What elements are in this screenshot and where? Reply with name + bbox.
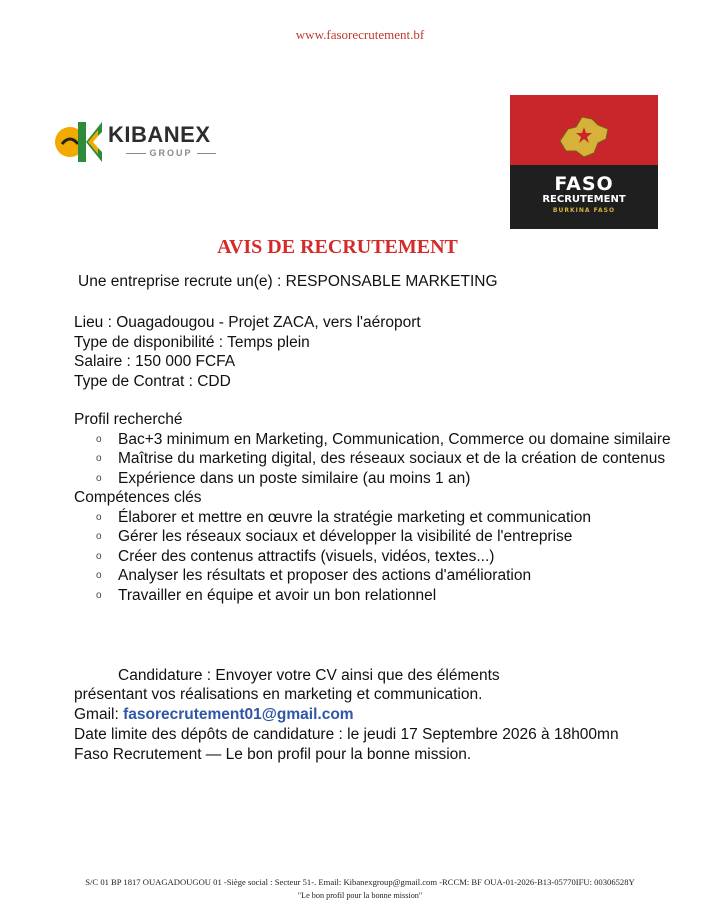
faso-title: FASO [554,173,614,195]
faso-subtitle: RECRUTEMENT [542,194,626,205]
competences-heading: Compétences clés [74,489,202,506]
candidature-line2: présentant vos réalisations en marketing et communication. [74,686,483,703]
email-link[interactable]: fasorecrutement01@gmail.com [123,706,354,723]
list-item: o Travailler en équipe et avoir un bon relationnel [96,586,437,604]
kibanex-logo [52,114,222,170]
kibanex-name: KIBANEX [108,122,211,147]
gmail-line [74,705,354,725]
profil-list [74,430,684,489]
list-item: o Gérer les réseaux sociaux et développer la visibilité de l'entreprise [96,528,573,545]
list-item: o Élaborer et mettre en œuvre la stratégie marketing et communication [96,508,591,526]
gmail-label: Gmail: [74,706,124,723]
burkina-map-icon [554,111,614,165]
kibanex-group: GROUP [126,148,216,158]
competences-list [74,508,684,606]
kibanex-mark-icon [52,116,104,168]
detail-salaire: Salaire : 150 000 FCFA [74,353,236,370]
list-item: o Maîtrise du marketing digital, des réseaux sociaux et de la création de contenus [96,450,666,467]
slogan-text: Faso Recrutement — Le bon profil pour la bonne mission. [74,746,472,763]
faso-recrutement-logo [510,95,658,229]
detail-contrat: Type de Contrat : CDD [74,372,231,390]
page-title: AVIS DE RECRUTEMENT [217,236,458,258]
footer-motto: "Le bon profil pour la bonne mission" [297,891,423,900]
intro-text: Une entreprise recrute un(e) : RESPONSABLE MARKETING [78,273,498,290]
header-url: www.fasorecrutement.bf [295,27,425,42]
footer-address: S/C 01 BP 1817 OUAGADOUGOU 01 -Siège social : Secteur 51-. Email: Kibanexgroup@gmail.com -RCCM: BF OUA-01-2026-B13-05770IFU: 00306528Y [85,877,635,887]
list-item: o Bac+3 minimum en Marketing, Communication, Commerce ou domaine similaire [96,430,671,448]
profil-heading: Profil recherché [74,411,183,428]
profil-section [74,410,684,605]
candidature-line1: Candidature : Envoyer votre CV ainsi que des éléments [118,667,500,684]
list-item: o Expérience dans un poste similaire (au moins 1 an) [96,469,471,487]
detail-lieu: Lieu : Ouagadougou - Projet ZACA, vers l'aéroport [74,314,421,331]
faso-tagline: BURKINA FASO [552,207,616,214]
detail-disponibilite: Type de disponibilité : Temps plein [74,333,310,351]
details-block [74,313,421,391]
deadline-text: Date limite des dépôts de candidature : le jeudi 17 Septembre 2026 à 18h00mn [74,726,619,743]
list-item: o Analyser les résultats et proposer des actions d'amélioration [96,567,532,584]
list-item: o Créer des contenus attractifs (visuels, vidéos, textes...) [96,547,495,565]
